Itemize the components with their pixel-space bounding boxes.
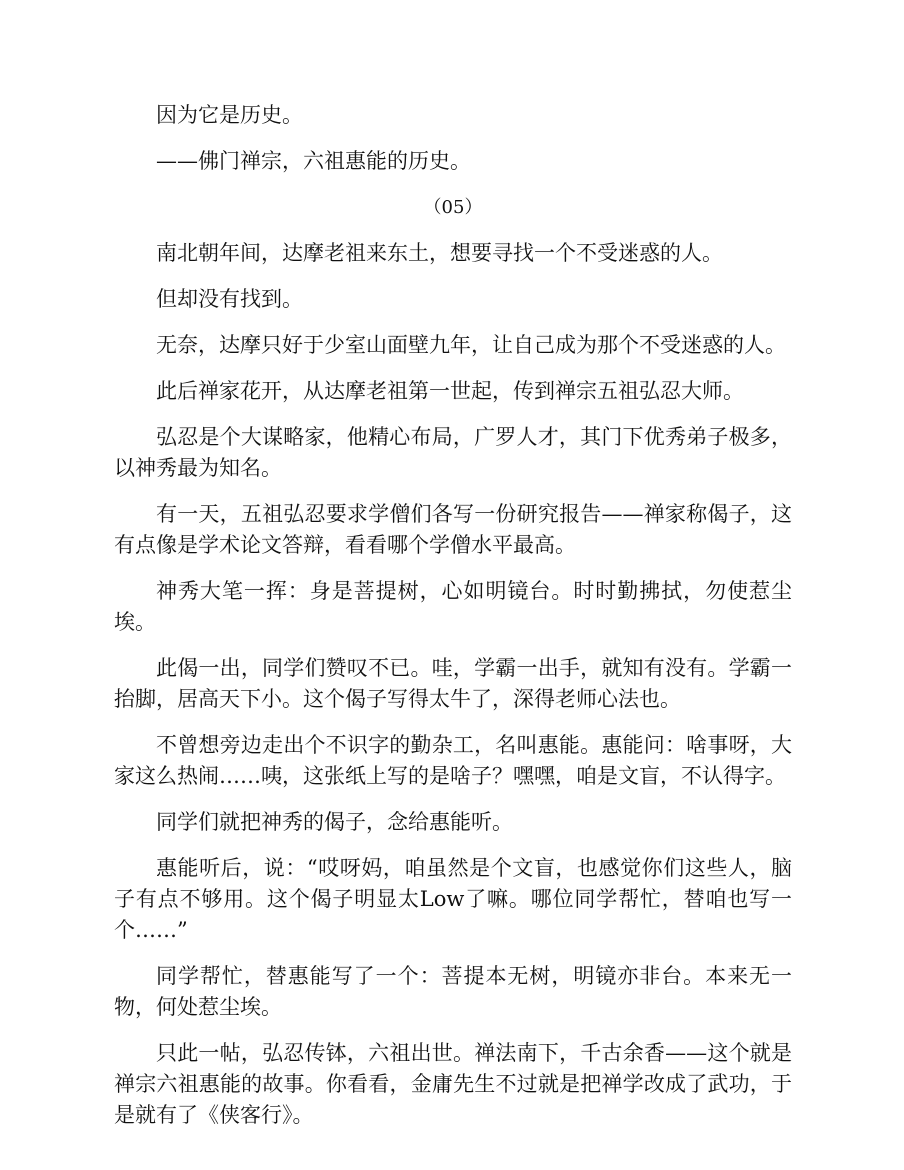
paragraph: 南北朝年间，达摩老祖来东土，想要寻找一个不受迷惑的人。 xyxy=(156,241,723,265)
paragraph: 因为它是历史。 xyxy=(156,103,303,127)
paragraph: 不曾想旁边走出个不识字的勤杂工，名叫惠能。惠能问：啥事呀，大家这么热闹……咦，这张纸上写的是啥子？嘿嘿，咱是文盲，不认得字。 xyxy=(114,733,792,788)
paragraph: 神秀大笔一挥：身是菩提树，心如明镜台。时时勤拂拭，勿使惹尘埃。 xyxy=(114,579,792,634)
paragraph: 惠能听后，说：“哎呀妈，咱虽然是个文盲，也感觉你们这些人，脑子有点不够用。这个偈子明显太Low了嘛。哪位同学帮忙，替咱也写一个……” xyxy=(114,856,792,942)
paragraph: 同学帮忙，替惠能写了一个：菩提本无树，明镜亦非台。本来无一物，何处惹尘埃。 xyxy=(114,964,792,1019)
paragraph: ——佛门禅宗，六祖惠能的历史。 xyxy=(156,149,471,173)
paragraph: 此后禅家花开，从达摩老祖第一世起，传到禅宗五祖弘忍大师。 xyxy=(156,379,744,403)
paragraph: 有一天，五祖弘忍要求学僧们各写一份研究报告——禅家称偈子，这有点像是学术论文答辩，看看哪个学僧水平最高。 xyxy=(114,502,792,557)
body-text xyxy=(114,100,792,1146)
paragraph: 无奈，达摩只好于少室山面壁九年，让自己成为那个不受迷惑的人。 xyxy=(156,333,786,357)
paragraph: 此偈一出，同学们赞叹不已。哇，学霸一出手，就知有没有。学霸一抬脚，居高天下小。这个偈子写得太牛了，深得老师心法也。 xyxy=(114,656,792,711)
paragraph: 只此一帖，弘忍传钵，六祖出世。禅法南下，千古余香——这个就是禅宗六祖惠能的故事。你看看，金庸先生不过就是把禅学改成了武功，于是就有了《侠客行》。 xyxy=(114,1041,792,1127)
paragraph: 但却没有找到。 xyxy=(156,287,303,311)
paragraph: 弘忍是个大谋略家，他精心布局，广罗人才，其门下优秀弟子极多，以神秀最为知名。 xyxy=(114,425,792,480)
paragraph: 同学们就把神秀的偈子，念给惠能听。 xyxy=(156,810,513,834)
section-number: （05） xyxy=(423,197,483,218)
